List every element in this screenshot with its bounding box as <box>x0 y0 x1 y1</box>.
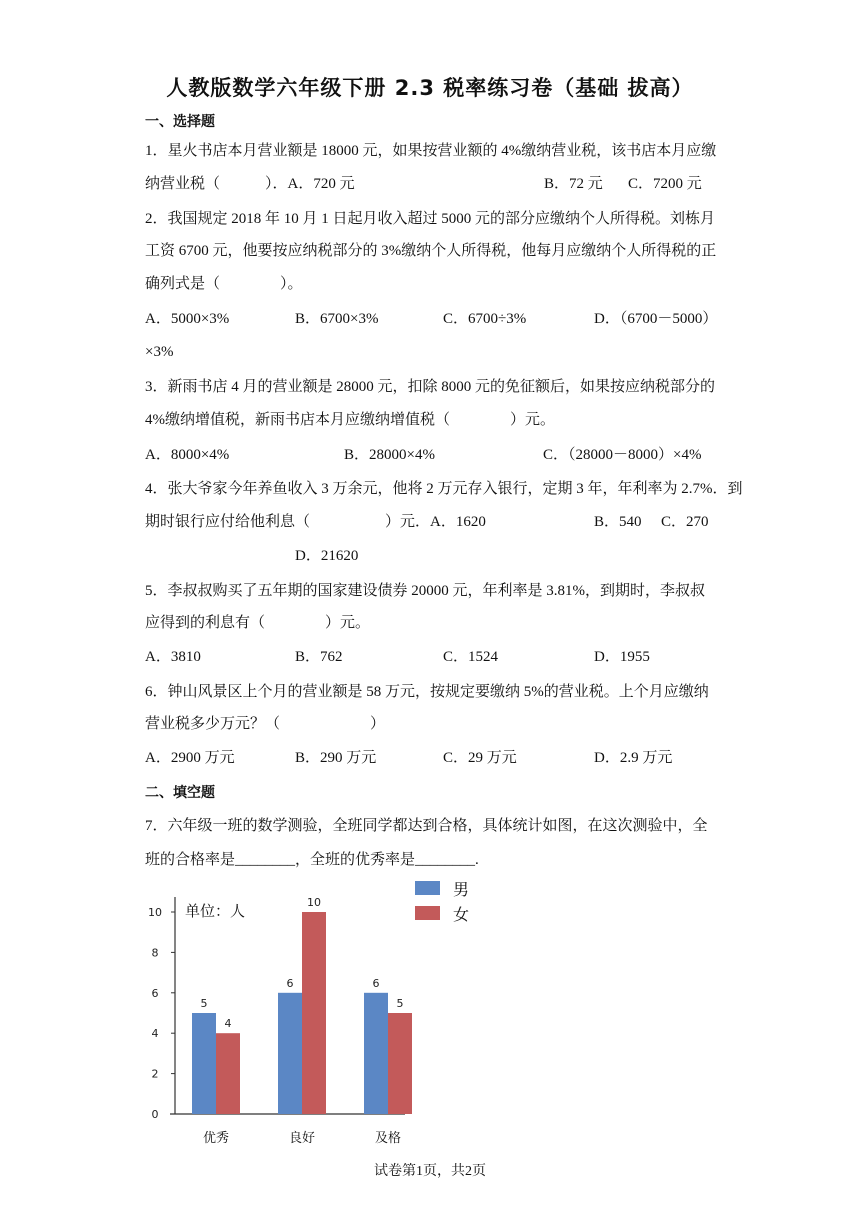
data-label: 6 <box>286 976 294 990</box>
question-1-line-2: 纳营业税（ ）．A．720 元 <box>145 176 355 192</box>
bar-female <box>302 912 326 1114</box>
question-5-option-a: A．3810 <box>145 649 201 665</box>
question-6-option-b: B．290 万元 <box>295 750 377 766</box>
question-4-option-d: D．21620 <box>295 548 359 564</box>
bar-female <box>216 1033 240 1114</box>
bar-male <box>192 1013 216 1114</box>
question-5-option-d: D．1955 <box>594 649 650 665</box>
y-tick-label: 10 <box>148 906 162 919</box>
section-heading-choice: 一、选择题 <box>145 114 215 130</box>
question-1-option-c: C．7200 元 <box>628 176 702 192</box>
question-5-option-c: C．1524 <box>443 649 499 665</box>
question-3-option-b: B．28000×4% <box>344 447 435 463</box>
data-label: 6 <box>372 976 380 990</box>
question-2-option-a: A．5000×3% <box>145 311 230 327</box>
question-2-option-d: D．（6700－5000） <box>594 311 718 327</box>
question-2-option-d-cont: ×3% <box>145 344 174 360</box>
question-6-line-2: 营业税多少万元？（ ） <box>145 716 386 732</box>
y-tick-label: 2 <box>151 1067 159 1081</box>
category-label: 及格 <box>374 1131 402 1146</box>
data-label: 5 <box>200 997 208 1010</box>
question-3-option-a: A．8000×4% <box>145 447 230 463</box>
category-label: 良好 <box>288 1131 316 1146</box>
legend-swatch <box>415 881 440 895</box>
unit-label: 单位：人 <box>185 902 246 920</box>
question-4-option-c: C．270 <box>661 514 709 530</box>
bar-female <box>388 1013 412 1114</box>
question-1-line-1: 1．星火书店本月营业额是 18000 元，如果按营业额的 4%缴纳营业税，该书店本月应缴 <box>145 143 717 159</box>
y-tick-label: 4 <box>151 1027 159 1041</box>
question-4-line-1: 4．张大爷家今年养鱼收入 3 万余元，他将 2 万元存入银行，定期 3 年，年利率为 2.7%．到 <box>145 481 743 497</box>
question-2-option-c: C．6700÷3% <box>443 311 527 327</box>
question-6-line-1: 6．钟山风景区上个月的营业额是 58 万元，按规定要缴纳 5%的营业税。上个月应缴纳 <box>145 684 709 700</box>
question-2-line-3: 确列式是（ ）。 <box>145 276 303 292</box>
legend-swatch <box>415 906 440 920</box>
question-5-line-2: 应得到的利息有（ ）元。 <box>145 615 371 631</box>
question-2-line-1: 2．我国规定 2018 年 10 月 1 日起月收入超过 5000 元的部分应缴纳个人所得税。刘栋月 <box>145 211 716 227</box>
bar-chart <box>140 875 500 1155</box>
question-6-option-c: C．29 万元 <box>443 750 517 766</box>
question-1-option-b: B．72 元 <box>544 176 603 192</box>
data-label: 4 <box>224 1017 232 1031</box>
question-6-option-a: A．2900 万元 <box>145 750 235 766</box>
question-7-line-1: 7．六年级一班的数学测验，全班同学都达到合格，具体统计如图，在这次测验中，全 <box>145 818 708 834</box>
question-3-option-c: C．（28000－8000）×4% <box>543 447 702 463</box>
y-tick-label: 0 <box>151 1108 159 1121</box>
question-5-option-b: B．762 <box>295 649 343 665</box>
question-5-line-1: 5．李叔叔购买了五年期的国家建设债券 20000 元，年利率是 3.81%，到期时，李叔叔 <box>145 583 705 599</box>
bar-male <box>364 993 388 1114</box>
page-title: 人教版数学六年级下册 2.3 税率练习卷（基础 拔高） <box>166 76 694 100</box>
question-3-line-1: 3．新雨书店 4 月的营业额是 28000 元，扣除 8000 元的免征额后，如果按应纳税部分的 <box>145 379 716 395</box>
data-label: 10 <box>307 896 321 909</box>
bar-male <box>278 993 302 1114</box>
question-6-option-d: D．2.9 万元 <box>594 750 673 766</box>
question-4-option-b: B．540 <box>594 514 642 530</box>
question-4-line-2: 期时银行应付给他利息（ ）元．A．1620 <box>145 514 486 530</box>
data-label: 5 <box>396 997 404 1010</box>
y-tick-label: 6 <box>151 986 159 1000</box>
question-2-option-b: B．6700×3% <box>295 311 379 327</box>
legend-label: 女 <box>453 905 470 924</box>
category-label: 优秀 <box>202 1131 230 1146</box>
section-heading-fill: 二、填空题 <box>145 785 215 801</box>
page-footer: 试卷第1页，共2页 <box>374 1164 486 1179</box>
question-7-line-2: 班的合格率是________，全班的优秀率是________. <box>145 852 479 868</box>
question-3-line-2: 4%缴纳增值税，新雨书店本月应缴纳增值税（ ）元。 <box>145 412 555 428</box>
legend-label: 男 <box>453 880 470 899</box>
y-tick-label: 8 <box>151 946 159 960</box>
question-2-line-2: 工资 6700 元，他要按应纳税部分的 3%缴纳个人所得税，他每月应缴纳个人所得税的正 <box>145 243 717 259</box>
